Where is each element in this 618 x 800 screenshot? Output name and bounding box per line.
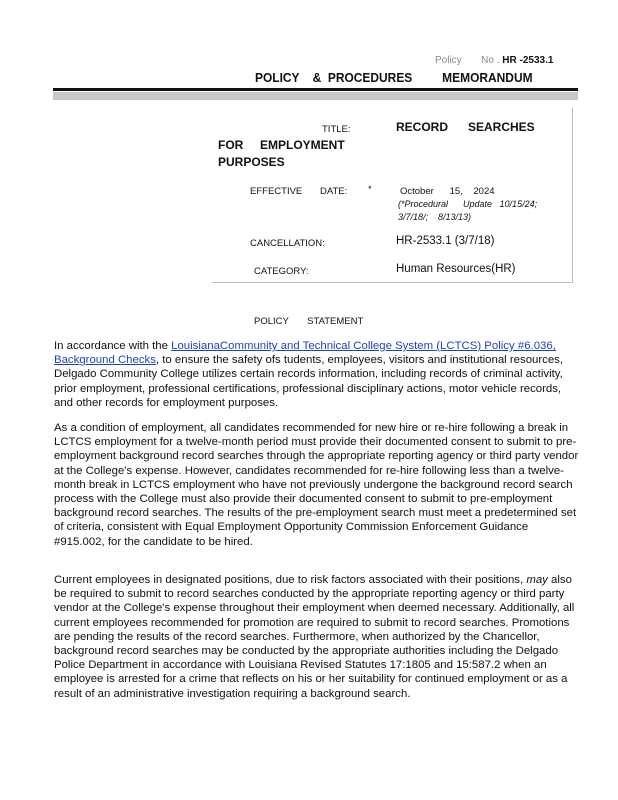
cancellation-value: HR-2533.1 (3/7/18) xyxy=(396,235,495,247)
title-value: RECORD SEARCHES xyxy=(396,120,535,134)
effective-label: EFFECTIVE xyxy=(250,186,303,197)
header-rule xyxy=(53,88,578,91)
paragraph-3: Current employees in designated positions, due to risk factors associated with their positions, may also be required to submit to record searches conducted by the appropriate reporting agency or third party vendor at the College's expense throughout their employment when deemed necessary. Additionally, all current employees recommended for promotion are required to submit to record searches. Promotions are pending the results of the record searches. Furthermore, when authorized by the Chancellor, background record searches may be conducted by the appropriate authorities including the Delgado Police Department in accordance with Louisiana Revised Statutes 17:1805 and 15:587.2 when an employee is arrested for a crime that reflects on his or her suitability for continued employment or as a result of an administrative investigation requiring a background search. xyxy=(54,574,575,700)
title-label: TITLE: xyxy=(322,124,351,135)
title-value-3: PURPOSES xyxy=(218,155,285,169)
category-value: Human Resources(HR) xyxy=(396,263,516,275)
date-label: DATE: xyxy=(320,186,348,197)
statement-heading: POLICY STATEMENT xyxy=(254,316,364,327)
memo-title: POLICY & PROCEDURES MEMORANDUM xyxy=(255,70,533,85)
title-value-2: FOR EMPLOYMENT xyxy=(218,138,345,152)
update-note-2: 3/7/18/; 8/13/13) xyxy=(398,212,472,222)
policy-number-value: HR -2533.1 xyxy=(502,55,554,66)
paragraph-2: As a condition of employment, all candidates recommended for new hire or re-hire following a break in LCTCS employment for a twelve-month period must provide their documented consent to submit to pre-employment background record searches through the appropriate reporting agency or third party vendor at the College's expense. However, candidates recommended for re-hire following less than a twelve-month break in LCTCS employment who have not previously undergone the background record search process with the College must also provide their documented consent to submit to pre-employment background record searches. The results of the pre-employment search must meet a predetermined set of criteria, consistent with Equal Employment Opportunity Commission Enforcement Guidance #915.002, for the candidate to be hired. xyxy=(54,422,579,548)
policy-number: Policy No . HR -2533.1 xyxy=(435,55,554,66)
cancellation-label: CANCELLATION: xyxy=(250,238,325,249)
asterisk: * xyxy=(368,184,372,195)
lctcs-policy-link[interactable]: LouisianaCommunity and Technical College System (LCTCS) Policy #6.036, Background Checks xyxy=(54,340,556,367)
header-band xyxy=(53,92,578,100)
category-label: CATEGORY: xyxy=(254,266,309,277)
effective-date: October 15, 2024 xyxy=(400,186,495,197)
update-note-1: (*Procedural Update 10/15/24; xyxy=(398,199,538,209)
paragraph-1: In accordance with the LouisianaCommunity and Technical College System (LCTCS) Policy #6.036, Background Checks, to ensure the safety ofs tudents, employees, visitors and institutional resources, Delgado Community College utilizes certain records information, including records of criminal activity, prior employment, professional certifications, professional disciplinary actions, motor vehicle records, and other records for employment purposes. xyxy=(54,340,564,409)
